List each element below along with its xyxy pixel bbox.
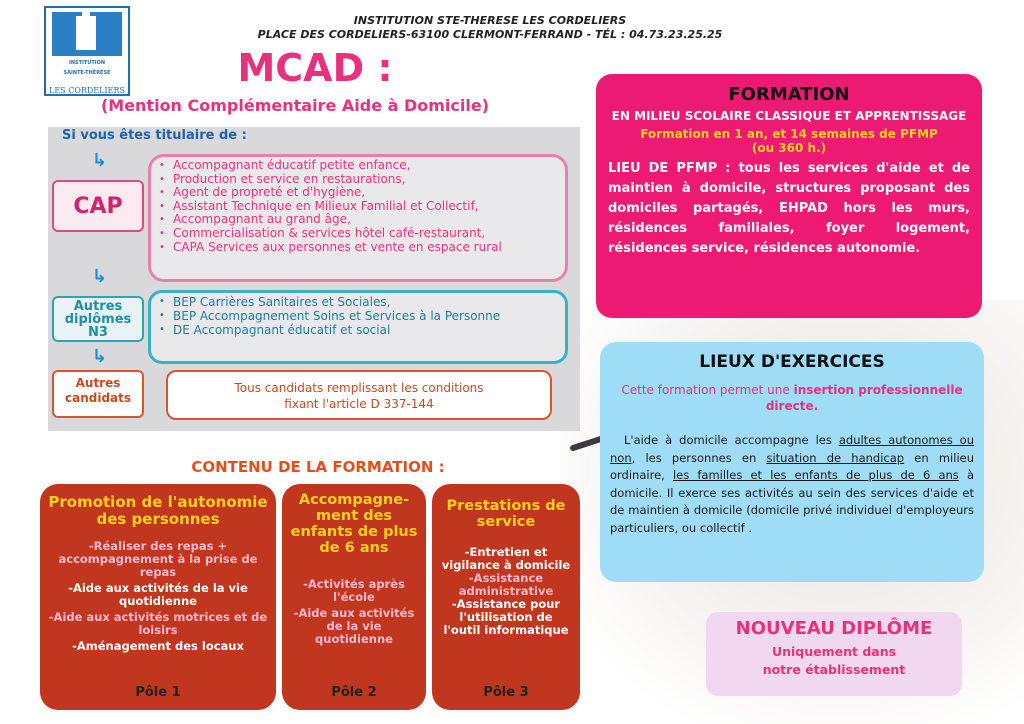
pole-item: -Assistance pour l'utilisation de l'outil informatique xyxy=(443,597,569,637)
other-diplomas-list xyxy=(148,290,568,364)
arrow-down-icon: ↳ xyxy=(92,150,108,171)
logo-text-2: SAINTE-THÉRÈSE xyxy=(63,70,111,76)
lieux-text: L'aide à domicile accompagne les adultes autonomes ou non, les personnes en situation de handicap en milieu ordinaire, les familles et les enfants de plus de 6 ans à domicile. Il exerce ses activités au sein des services d'aide et de maintien à domicile (domicile privé individuel d'employeurs particuliers, ou collectif . xyxy=(610,433,975,535)
cap-item: • Commercialisation & services hôtel café-restaurant, xyxy=(165,227,555,241)
institution-address: PLACE DES CORDELIERS-63100 CLERMONT-FERRAND - TÉL : 04.73.23.25.25 xyxy=(257,28,723,41)
cap-label: CAP xyxy=(52,180,144,232)
page-subtitle: (Mention Complémentaire Aide à Domicile) xyxy=(100,96,490,115)
formation-pfmp-places: LIEU DE PFMP : tous les services d'aide et de maintien à domicile, structures proposant des domiciles partagés, EHPAD hors les murs, résidences familiales, foyer logement, résidences service, résidences autonomie. xyxy=(608,161,970,256)
pole-title: Prestations de service xyxy=(446,498,566,530)
pole-title: Promotion de l'autonomie des personnes xyxy=(48,493,268,528)
n3-item: • DE Accompagnant éducatif et social xyxy=(165,323,555,337)
cap-item: • Production et service en restaurations, xyxy=(165,173,555,187)
pole-item: -Aide aux activités de la vie quotidienne xyxy=(68,581,248,608)
n3-item: • BEP Accompagnement Soins et Services à la Personne xyxy=(165,309,555,323)
contenu-heading: CONTENU DE LA FORMATION : xyxy=(191,458,445,476)
cap-item: • CAPA Services aux personnes et vente en espace rural xyxy=(165,241,555,255)
other-candidates-text: Tous candidats remplissant les conditions fixant l'article D 337-144 xyxy=(166,370,552,420)
pole-1-card xyxy=(40,484,276,710)
arrow-down-icon: ↳ xyxy=(92,346,108,367)
pole-item: -Entretien et vigilance à domicile xyxy=(441,545,571,572)
formation-duration: Formation en 1 an, et 14 semaines de PFMP (ou 360 h.) xyxy=(640,127,938,155)
formation-box xyxy=(596,74,982,318)
formation-subheading: EN MILIEU SCOLAIRE CLASSIQUE ET APPRENTISSAGE xyxy=(611,109,967,123)
eligibility-heading: Si vous êtes titulaire de : xyxy=(62,128,247,143)
pole-item: -Activités après l'école xyxy=(303,577,405,604)
arrow-down-icon: ↳ xyxy=(92,266,108,287)
pole-item: -Aide aux activités motrices et de loisirs xyxy=(48,610,268,637)
institution-header xyxy=(200,14,780,42)
institution-name: INSTITUTION STE-THERESE LES CORDELIERS xyxy=(353,14,627,27)
new-diploma-box xyxy=(706,612,962,696)
cap-list xyxy=(148,154,568,282)
pole-label: Pôle 1 xyxy=(135,685,181,700)
pole-item: -Aide aux activités de la vie quotidienne xyxy=(293,606,415,646)
lieux-intro: Cette formation permet une insertion professionnelle directe. xyxy=(621,383,963,413)
logo-tower xyxy=(76,16,96,50)
formation-heading: FORMATION xyxy=(728,84,850,105)
other-candidates-label: Autres candidats xyxy=(52,370,144,418)
pole-label: Pôle 3 xyxy=(483,685,529,700)
school-logo xyxy=(44,6,130,96)
new-diploma-text: Uniquement dans notre établissement xyxy=(762,644,906,677)
cap-item: • Assistant Technique en Milieux Familial et Collectif, xyxy=(165,200,555,214)
pole-item: -Assistance administrative xyxy=(458,571,554,598)
n3-item: • BEP Carrières Sanitaires et Sociales, xyxy=(165,295,555,309)
pole-item: -Réaliser des repas + accompagnement à la prise de repas xyxy=(58,539,258,579)
pole-title: Accompagne-ment des enfants de plus de 6 ans xyxy=(290,492,418,556)
cap-item: • Accompagnant éducatif petite enfance, xyxy=(165,159,555,173)
cap-item: • Agent de propreté et d'hygiène, xyxy=(165,186,555,200)
cap-item: • Accompagnant au grand âge, xyxy=(165,213,555,227)
new-diploma-heading: NOUVEAU DIPLÔME xyxy=(735,618,933,639)
pole-3-card xyxy=(432,484,580,710)
other-diplomas-label: Autres diplômes N3 xyxy=(52,296,144,342)
pole-item: -Aménagement des locaux xyxy=(72,639,244,653)
page-title: MCAD : xyxy=(237,46,393,90)
logo-text-1: INSTITUTION xyxy=(68,60,106,66)
pole-2-card xyxy=(282,484,426,710)
logo-text-3: LES CORDELIERS xyxy=(49,86,125,95)
lieux-box xyxy=(600,342,984,582)
pole-label: Pôle 2 xyxy=(331,685,377,700)
lieux-heading: LIEUX D'EXERCICES xyxy=(699,352,885,372)
